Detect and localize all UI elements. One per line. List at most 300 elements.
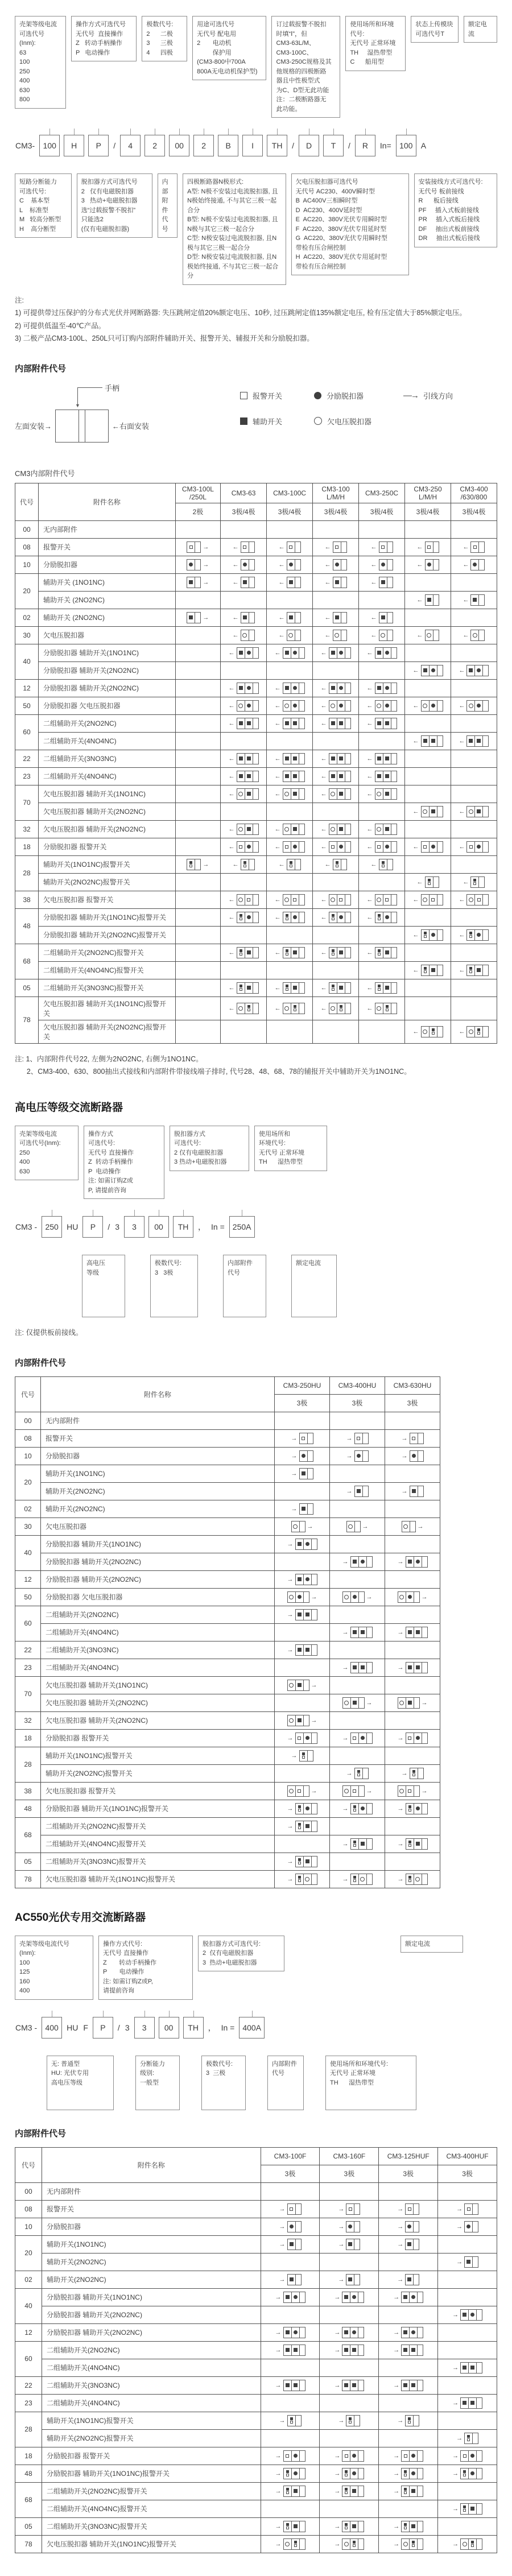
accessory-position-glyph xyxy=(233,559,255,570)
lead-arrow-icon: ← xyxy=(232,578,239,586)
accessory-code-heading: 内部附件代号 xyxy=(15,1358,67,1368)
glyph-cell xyxy=(379,2323,438,2341)
aux-alarm-switch-symbol xyxy=(424,967,427,973)
lead-arrow-icon: → xyxy=(203,561,209,568)
accessory-name: 分励脱扣器 报警开关 xyxy=(41,1729,275,1747)
breaker-glyph xyxy=(346,1521,361,1532)
accessory-position-glyph xyxy=(321,1003,351,1014)
lead-arrow-icon: ← xyxy=(366,790,373,797)
undervoltage-release-symbol xyxy=(423,809,427,814)
lead-arrow-icon: → xyxy=(342,1734,349,1742)
option-box-line: 四极断路器N极形式: xyxy=(187,179,244,185)
breaker-glyph xyxy=(410,1450,424,1462)
accessory-position-glyph xyxy=(371,541,393,553)
glyph-cell xyxy=(359,926,405,944)
undervoltage-release-symbol xyxy=(399,1701,404,1705)
glyph-cell xyxy=(405,803,451,820)
accessory-position-glyph xyxy=(413,965,443,976)
alarm-switch-symbol xyxy=(290,2207,293,2211)
glyph-cell xyxy=(261,2253,320,2271)
glyph-cell xyxy=(330,1676,385,1694)
lead-arrow-icon: → xyxy=(275,2293,282,2301)
breaker-glyph xyxy=(379,559,393,570)
glyph-cell xyxy=(221,767,267,785)
lead-arrow-icon: → xyxy=(307,1523,313,1530)
aux-alarm-switch-symbol xyxy=(345,2488,348,2494)
breaker-glyph xyxy=(466,735,489,747)
aux-switch-symbol xyxy=(247,774,251,778)
aux-alarm-switch-symbol xyxy=(463,2505,466,2512)
glyph-cell xyxy=(405,891,451,908)
lead-arrow-icon: ← xyxy=(228,843,235,850)
aux-alarm-switch-symbol xyxy=(412,1770,415,1776)
accessory-position-glyph xyxy=(367,683,397,694)
table-row xyxy=(15,2218,497,2235)
accessory-code: 68 xyxy=(15,2482,42,2517)
glyph-cell xyxy=(175,767,220,785)
option-box xyxy=(414,173,498,247)
lead-arrow-icon: ← xyxy=(274,649,281,656)
lead-arrow-icon: ← xyxy=(228,720,235,727)
glyph-cell xyxy=(175,855,220,873)
accessory-code: 12 xyxy=(15,2323,42,2341)
glyph-cell xyxy=(438,2359,497,2376)
lead-arrow-icon: ← xyxy=(459,966,465,974)
lead-arrow-icon: → xyxy=(338,2205,345,2213)
accessory-code: 05 xyxy=(15,2517,42,2535)
glyph-cell xyxy=(221,714,267,732)
model-code-part: TH xyxy=(173,1216,193,1238)
accessory-position-glyph xyxy=(321,647,351,659)
glyph-cell xyxy=(221,944,267,961)
accessory-position-glyph xyxy=(402,1433,424,1444)
accessory-position-glyph xyxy=(229,683,259,694)
glyph-cell xyxy=(261,2323,320,2341)
lead-arrow-icon: ← xyxy=(274,755,281,762)
accessory-position-glyph xyxy=(456,2256,478,2268)
table-row xyxy=(15,1500,440,1518)
breaker-glyph xyxy=(333,577,347,588)
note-line: 1) 可提供带过压保护的分布式光伏并网断路器: 失压跳闸定值20%额定电压、10秒, 过压跳闸定值135%额定电压, 检有压定值大于85%额定电压。 xyxy=(15,309,466,317)
accessory-code: 20 xyxy=(15,573,39,609)
shunt-release-symbol xyxy=(352,2295,356,2299)
col-header-poles: 3极 xyxy=(275,1394,330,1412)
undervoltage-release-symbol xyxy=(284,704,289,708)
lead-arrow-icon: → xyxy=(456,2258,463,2265)
glyph-cell xyxy=(261,2288,320,2306)
accessory-name: 二组辅助开关(3NO3NC) xyxy=(39,750,176,767)
lead-arrow-icon: → xyxy=(279,2240,286,2248)
undervoltage-release-symbol xyxy=(238,704,243,708)
model-code-part: 100 xyxy=(39,135,60,156)
accessory-name: 分励脱扣器 辅助开关(2NO2NC) xyxy=(41,1570,275,1588)
option-box xyxy=(254,1126,327,1171)
breaker-glyph xyxy=(460,2309,482,2321)
option-box-line: 等级 xyxy=(86,1269,99,1276)
undervoltage-release-symbol xyxy=(427,633,431,638)
option-box-line: P 电动操作 xyxy=(76,49,110,56)
lead-arrow-icon: ← xyxy=(459,896,465,903)
aux-alarm-switch-symbol xyxy=(404,2488,407,2494)
accessory-code: 23 xyxy=(15,1659,41,1676)
glyph-cell xyxy=(221,520,267,538)
glyph-cell xyxy=(359,767,405,785)
accessory-name: 分励脱扣器 辅助开关(1NO1NC) xyxy=(41,1535,275,1553)
aux-alarm-switch-symbol xyxy=(408,1841,411,1847)
option-box-line: Z 转动手柄操作 xyxy=(88,1159,133,1165)
glyph-cell xyxy=(330,1711,385,1729)
accessory-name: 二组辅助开关(4NO4NC)报警开关 xyxy=(42,2500,261,2517)
accessory-code: 78 xyxy=(15,997,39,1043)
shunt-release-symbol xyxy=(294,2295,298,2299)
accessory-code: 23 xyxy=(15,767,39,785)
breaker-glyph xyxy=(287,2239,302,2250)
accessory-position-glyph xyxy=(279,577,301,588)
accessory-name: 二组辅助开关(4NO4NC) xyxy=(39,732,176,750)
option-box-line: 内部 xyxy=(162,179,168,195)
accessory-position-glyph xyxy=(338,2221,360,2232)
lead-arrow-icon: ← xyxy=(463,561,469,568)
accessory-position-glyph xyxy=(325,541,347,553)
aux-switch-symbol xyxy=(293,756,297,760)
lead-arrow-icon: ← xyxy=(228,755,235,762)
glyph-cell xyxy=(320,2271,379,2288)
glyph-cell xyxy=(385,1429,440,1447)
option-box-line: DR 抽出式板后接线 xyxy=(418,235,480,242)
lead-arrow-icon: → xyxy=(456,2434,463,2442)
breaker-glyph xyxy=(187,559,201,570)
option-box-line: 状态上传模块 xyxy=(415,21,453,28)
accessory-position-glyph xyxy=(287,1644,317,1656)
aux-switch-symbol xyxy=(294,2524,298,2528)
glyph-cell xyxy=(379,2235,438,2253)
table-row xyxy=(15,1623,440,1641)
handle-label: 手柄 xyxy=(105,383,120,392)
option-box-line: 高电压 xyxy=(86,1260,105,1267)
table-row xyxy=(15,2394,497,2412)
breaker-glyph xyxy=(470,594,485,606)
accessory-position-glyph xyxy=(275,841,305,853)
undervoltage-release-symbol xyxy=(344,1701,349,1705)
breaker-glyph xyxy=(241,559,255,570)
aux-switch-symbol xyxy=(285,756,289,760)
glyph-cell xyxy=(451,573,497,591)
accessory-position-diagram xyxy=(15,382,497,455)
accessory-position-glyph xyxy=(338,2239,360,2250)
shunt-release-symbol xyxy=(411,2330,415,2334)
lead-arrow-icon: → xyxy=(203,861,209,868)
table-row xyxy=(15,2500,497,2517)
aux-switch-symbol xyxy=(344,2348,348,2352)
undervoltage-release-symbol xyxy=(289,1789,294,1793)
accessory-position-glyph xyxy=(229,894,259,905)
aux-switch-symbol xyxy=(361,1842,365,1846)
option-box-line: 代号: xyxy=(350,30,365,38)
accessory-name: 欠电压脱扣器 辅助开关(2NO2NC) xyxy=(39,820,176,838)
shunt-release-symbol xyxy=(477,933,481,937)
option-box xyxy=(77,173,152,238)
aux-switch-symbol xyxy=(403,2295,407,2299)
lead-arrow-icon: → xyxy=(393,2346,400,2354)
lead-arrow-icon: ← xyxy=(320,790,327,797)
option-box-line: 注: 如需订购Z或 xyxy=(88,1177,133,1184)
lead-arrow-icon: ← xyxy=(463,631,469,639)
lead-arrow-icon: → xyxy=(397,1805,404,1812)
glyph-cell xyxy=(330,1570,385,1588)
option-box-line: 125 xyxy=(19,1969,30,1975)
table-row xyxy=(15,1711,440,1729)
glyph-cell xyxy=(313,556,359,573)
lead-arrow-icon: → xyxy=(287,1646,294,1653)
breaker-glyph xyxy=(350,1733,373,1744)
glyph-cell xyxy=(313,979,359,997)
lead-arrow-icon: ← xyxy=(459,667,465,674)
glyph-cell xyxy=(313,520,359,538)
accessory-position-glyph xyxy=(275,788,305,800)
glyph-cell xyxy=(438,2412,497,2429)
accessory-name: 辅助开关(2NO2NC) xyxy=(41,1500,275,1518)
option-box-line: H 高分断型 xyxy=(19,225,56,233)
lead-arrow-icon: ← xyxy=(324,631,331,639)
aux-switch-symbol xyxy=(339,721,343,725)
glyph-cell xyxy=(267,714,313,732)
glyph-cell xyxy=(275,1835,330,1853)
lead-arrow-icon: → xyxy=(275,2452,282,2459)
accessory-name: 二组辅助开关(2NO2NC)报警开关 xyxy=(39,944,176,961)
col-header-model: CM3-400HUF xyxy=(438,2147,497,2165)
breaker-glyph xyxy=(401,2468,423,2479)
model-code-part: / xyxy=(292,141,295,150)
shunt-release-symbol xyxy=(411,2295,415,2299)
option-box xyxy=(345,16,406,71)
model-code-part: R xyxy=(355,135,375,156)
aux-switch-symbol xyxy=(348,2277,352,2281)
accessory-position-glyph xyxy=(287,1680,317,1691)
accessory-position-glyph xyxy=(459,700,489,712)
accessory-position-glyph xyxy=(371,859,393,870)
glyph-cell xyxy=(451,891,497,908)
glyph-cell xyxy=(451,873,497,891)
alarm-switch-symbol xyxy=(381,545,385,549)
lead-arrow-icon: → xyxy=(279,2276,286,2283)
breaker-glyph xyxy=(283,982,305,994)
accessory-position-glyph xyxy=(338,2203,360,2215)
glyph-cell xyxy=(405,997,451,1020)
accessory-position-glyph xyxy=(342,1838,373,1850)
glyph-cell xyxy=(275,1747,330,1764)
option-box-line: PR 插入式板后接线 xyxy=(418,216,480,223)
accessory-position-glyph xyxy=(334,2486,364,2497)
option-box-line: 高电压等级 xyxy=(51,2079,82,2086)
option-box xyxy=(223,1255,266,1317)
alarm-switch-symbol xyxy=(423,845,427,849)
accessory-position-glyph xyxy=(342,1662,373,1673)
glyph-cell xyxy=(330,1817,385,1835)
undervoltage-release-symbol xyxy=(284,827,289,832)
aux-switch-symbol xyxy=(463,2366,466,2370)
glyph-cell xyxy=(405,661,451,679)
option-box-line: 短路分断能力 xyxy=(19,179,57,185)
shunt-release-symbol xyxy=(298,1595,302,1599)
shunt-release-symbol xyxy=(477,845,481,849)
glyph-cell xyxy=(261,2306,320,2323)
lead-arrow-icon: ← xyxy=(366,772,373,780)
lead-arrow-icon: ← xyxy=(232,561,239,568)
glyph-cell xyxy=(405,626,451,644)
lead-arrow-icon: ← xyxy=(416,543,423,551)
accessory-code: 38 xyxy=(15,891,39,908)
lead-arrow-icon: → xyxy=(346,1487,353,1495)
model-code-part: H xyxy=(64,135,84,156)
undervoltage-release-symbol xyxy=(335,633,339,638)
accessory-name: 分励脱扣器 辅助开关(2NO2NC) xyxy=(42,2306,261,2323)
col-header-poles: 3极 xyxy=(438,2165,497,2182)
glyph-cell xyxy=(330,1482,385,1500)
accessory-name: 分励脱扣器 报警开关 xyxy=(39,838,176,855)
accessory-position-glyph xyxy=(346,1486,369,1497)
option-box-line: 400 xyxy=(19,77,30,84)
breaker-glyph xyxy=(283,718,305,729)
accessory-position-glyph xyxy=(367,1003,397,1014)
glyph-cell xyxy=(405,591,451,609)
table-row xyxy=(15,2429,497,2447)
breaker-glyph xyxy=(398,1697,420,1709)
glyph-cell xyxy=(451,926,497,944)
breaker-glyph xyxy=(329,894,351,905)
aux-alarm-switch-symbol xyxy=(286,914,288,920)
breaker-glyph xyxy=(354,1433,369,1444)
table-row xyxy=(15,1535,440,1553)
aux-switch-symbol xyxy=(377,756,381,760)
glyph-cell xyxy=(330,1606,385,1623)
glyph-cell xyxy=(313,838,359,855)
aux-switch-symbol xyxy=(286,2383,290,2387)
aux-switch-symbol xyxy=(331,651,335,655)
lead-arrow-icon: → xyxy=(291,1470,298,1477)
lead-arrow-icon: ← xyxy=(320,702,327,709)
glyph-cell xyxy=(313,803,359,820)
model-code-part: 2 xyxy=(193,135,214,156)
lead-arrow-icon: → xyxy=(421,1699,428,1706)
glyph-cell xyxy=(175,714,220,732)
breaker-glyph xyxy=(466,700,489,712)
undervoltage-release-symbol xyxy=(381,633,385,638)
aux-switch-symbol xyxy=(335,580,339,584)
accessory-position-glyph xyxy=(417,630,439,641)
lead-arrow-icon: ← xyxy=(366,720,373,727)
lead-arrow-icon: ← xyxy=(370,578,377,586)
lead-arrow-icon: → xyxy=(393,2470,400,2477)
aux-alarm-switch-symbol xyxy=(286,949,288,956)
glyph-cell xyxy=(438,2482,497,2500)
glyph-cell xyxy=(175,750,220,767)
accessory-position-glyph xyxy=(287,1715,317,1726)
lead-arrow-icon: ← xyxy=(320,913,327,921)
shunt-release-symbol xyxy=(247,845,251,849)
accessory-code: 18 xyxy=(15,1729,41,1747)
aux-switch-symbol xyxy=(331,756,335,760)
accessory-name: 辅助开关(2NO2NC) xyxy=(42,2271,261,2288)
glyph-cell xyxy=(438,2465,497,2482)
accessory-position-glyph xyxy=(452,2503,482,2515)
model-code-part: / xyxy=(117,2023,120,2032)
glyph-cell xyxy=(275,1641,330,1659)
glyph-cell xyxy=(267,926,313,944)
shunt-release-symbol xyxy=(289,563,293,567)
glyph-cell xyxy=(359,609,405,626)
shunt-release-symbol xyxy=(412,1454,416,1458)
option-box-line: L 标准型 xyxy=(19,206,48,214)
aux-alarm-switch-symbol xyxy=(290,861,292,867)
accessory-position-glyph xyxy=(346,1521,369,1532)
lead-arrow-icon: → xyxy=(417,1523,424,1530)
shunt-release-symbol xyxy=(416,1736,420,1740)
breaker-glyph xyxy=(295,1856,317,1867)
table-row xyxy=(15,1588,440,1606)
breaker-glyph xyxy=(350,1838,373,1850)
breaker-glyph xyxy=(460,2468,482,2479)
glyph-cell xyxy=(275,1764,330,1782)
option-box xyxy=(158,173,177,238)
glyph-cell xyxy=(175,556,220,573)
option-box-line: 无代号 板前接线 xyxy=(418,188,464,195)
lead-arrow-icon: ← xyxy=(228,772,235,780)
option-box-line: 额定电流 xyxy=(405,1940,430,1947)
undervoltage-release-symbol xyxy=(469,809,473,814)
aux-switch-symbol xyxy=(243,615,247,619)
table-header xyxy=(15,1376,440,1412)
accessory-code: 05 xyxy=(15,1853,41,1870)
lead-arrow-icon: → xyxy=(397,1628,404,1636)
breaker-glyph xyxy=(283,647,305,659)
breaker-glyph xyxy=(402,1521,416,1532)
legend-item xyxy=(240,416,282,427)
breaker-glyph xyxy=(464,2221,478,2232)
option-box-line: 63 xyxy=(19,49,27,56)
shunt-release-symbol xyxy=(473,563,477,567)
accessory-position-glyph xyxy=(342,1591,373,1603)
accessory-position-glyph xyxy=(229,700,259,712)
breaker-glyph xyxy=(375,894,397,905)
breaker-glyph xyxy=(375,788,397,800)
aux-alarm-switch-symbol xyxy=(412,2541,415,2547)
cm3-accessory-table xyxy=(15,483,497,1044)
breaker-glyph xyxy=(283,771,305,782)
accessory-code: 38 xyxy=(15,1782,41,1800)
accessory-name: 分励脱扣器 辅助开关(2NO2NC) xyxy=(42,2323,261,2341)
option-box-line: 3 三极 xyxy=(146,40,173,47)
accessory-position-glyph xyxy=(275,647,305,659)
breaker-outline xyxy=(55,410,109,443)
option-box-line: 内部附件 xyxy=(272,2060,297,2068)
option-box xyxy=(267,2056,304,2110)
aux-switch-symbol xyxy=(473,598,477,602)
breaker-glyph xyxy=(342,2292,364,2303)
lead-arrow-icon: → xyxy=(401,1487,408,1495)
lead-arrow-icon: → xyxy=(311,1787,317,1794)
table-row xyxy=(15,961,497,979)
aux-switch-symbol xyxy=(416,1665,420,1669)
glyph-cell xyxy=(221,1020,267,1043)
breaker-glyph xyxy=(460,2538,482,2550)
glyph-cell xyxy=(379,2271,438,2288)
option-box-line: 2 二极 xyxy=(146,30,173,38)
option-box-line: 操作方式 xyxy=(88,1130,113,1138)
accessory-position-glyph xyxy=(393,2345,423,2356)
model-code-part: F xyxy=(83,2023,88,2032)
undervoltage-release-symbol xyxy=(377,827,381,832)
glyph-cell xyxy=(313,785,359,803)
